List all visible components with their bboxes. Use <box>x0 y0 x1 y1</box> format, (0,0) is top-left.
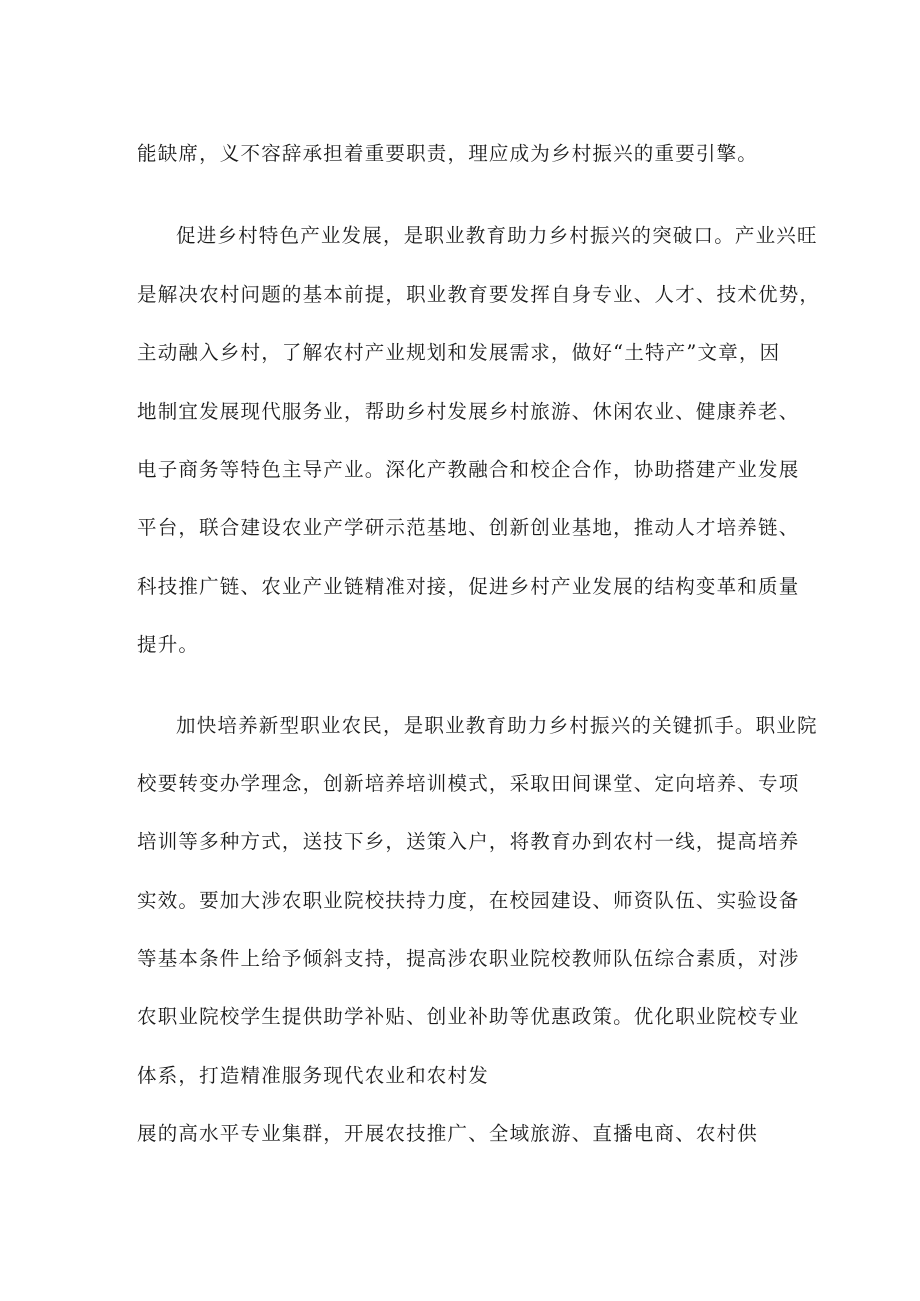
text-line: 是解决农村问题的基本前提，职业教育要发挥自身专业、人才、技术优势， <box>137 283 821 306</box>
text-line: 地制宜发展现代服务业，帮助乡村发展乡村旅游、休闲农业、健康养老、 <box>137 400 800 423</box>
text-line: 实效。要加大涉农职业院校扶持力度，在校园建设、师资队伍、实验设备 <box>137 889 800 912</box>
text-line: 等基本条件上给予倾斜支持，提高涉农职业院校教师队伍综合素质，对涉 <box>137 947 800 970</box>
text-line: 科技推广链、农业产业链精准对接，促进乡村产业发展的结构变革和质量 <box>137 575 800 598</box>
text-line: 培训等多种方式，送技下乡，送策入户，将教育办到农村一线，提高培养 <box>137 830 800 853</box>
paragraph-first-line: 促进乡村特色产业发展，是职业教育助力乡村振兴的突破口。产业兴旺 <box>176 224 818 247</box>
text-line: 电子商务等特色主导产业。深化产教融合和校企合作，协助搭建产业发展 <box>137 458 800 481</box>
text-line: 能缺席，义不容辞承担着重要职责，理应成为乡村振兴的重要引擎。 <box>137 142 759 165</box>
text-line: 展的高水平专业集群，开展农技推广、全域旅游、直播电商、农村供 <box>137 1122 759 1145</box>
text-line: 提升。 <box>137 633 200 656</box>
text-line: 平台，联合建设农业产学研示范基地、创新创业基地，推动人才培养链、 <box>137 516 800 539</box>
text-line: 农职业院校学生提供助学补贴、创业补助等优惠政策。优化职业院校专业 <box>137 1005 800 1028</box>
paragraph-first-line: 加快培养新型职业农民，是职业教育助力乡村振兴的关键抓手。职业院 <box>176 714 818 737</box>
text-line: 主动融入乡村，了解农村产业规划和发展需求，做好“土特产”文章，因 <box>137 341 781 364</box>
text-line: 校要转变办学理念，创新培养培训模式，采取田间课堂、定向培养、专项 <box>137 772 800 795</box>
text-line: 体系，打造精准服务现代农业和农村发 <box>137 1064 489 1087</box>
